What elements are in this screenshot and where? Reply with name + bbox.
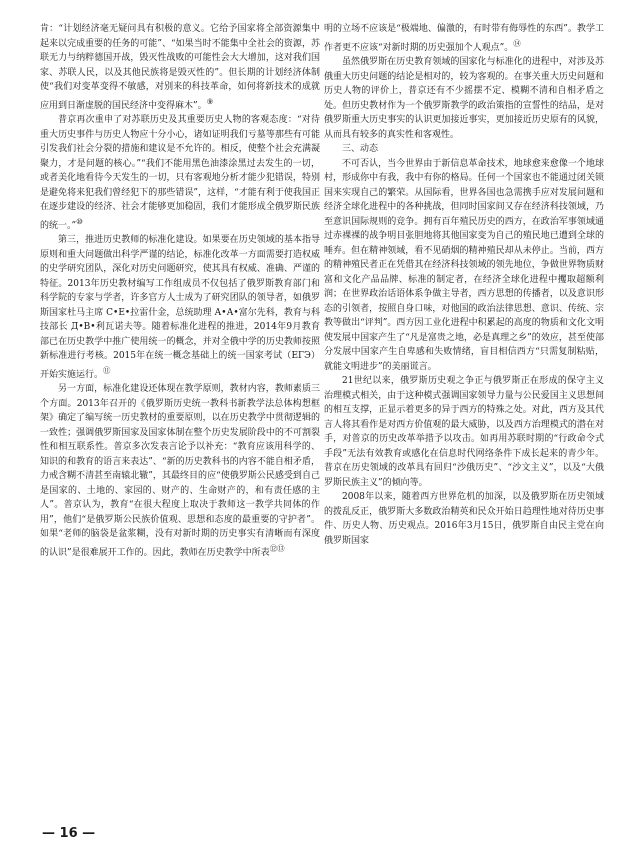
footnote-marker: ⑪ xyxy=(103,365,111,375)
footnote-marker: ⑭ xyxy=(513,38,521,48)
paragraph: 不可否认，当今世界由于新信息革命技术，地球愈来愈像一个地球村，形成你中有我，我中有你的格局。任何一个国家也不能通过闭关锁国来实现自己的繁荣。从国际看，世界各国也急需携手应对发展问题和经济全球化进程中的各种挑战，但同时国家间又存在经济科技领域，乃至意识国际规则的竞争。拥有百年殖民历史的西方，在政治军事领域通过赤裸裸的战争明目张胆地将其他国家变为自己的殖民地已遭到全球的唾弃。但在精神领域，看不见硝烟的精神殖民却从未停止。当前，西方的精神殖民者正在凭借其在经济科技领域的领先地位，争做世界物质财富和文化产品品牌、标准的制定者，在经济全球化进程中攫取超额利润；在世界政治话语体系争做主导者，西方思想的传播者，以及意识形态的引领者，按照自身口味，对他国的政治法律思想、意识、传统、宗教等做出“评判”。西方因工业化进程中积累起的高度的物质和文化文明使发展中国家产生了“凡是富贵之地，必是真理之乡”的效应，甚至使部分发展中国家产生自卑感和失败情绪，盲目相信西方“只需复制粘贴，就能文明进步”的美丽谎言。 xyxy=(324,158,604,372)
left-column xyxy=(40,22,320,560)
paragraph: 明的立场不应该是“极端地、偏激的，有时带有侮辱性的东西”。教学工作者更不应该“对新时期的历史强加个人观点”。⑭ xyxy=(324,24,604,53)
paragraph: 第三，推进历史教师的标准化建设。如果要在历史领域的基本指导原则和重大问题做出科学严谨的结论，标准化改革一方面需要打造权威的史学研究团队，深化对历史问题研究，使其具有权威、准确、严谨的特征。2013年历史教材编写工作组成员不仅包括了俄罗斯教育部门和科学院的专家与学者，许多官方人士成为了研究团队的领导者，如俄罗斯国家杜马主席 С•Е•拉雷什金，总统助理 А•А•富尔先科，教育与科技部长 Д•В•利瓦诺夫等。随着标准化进程的推进，2014年9月教育部已在历史教学中推广使用统一的概念，并对全俄中学的历史教师按照新标准进行考核。2015年在统一概念基础上的统一国家考试（ЕГЭ）开始实施运行。⑪ xyxy=(40,235,320,380)
page-number: — 16 — xyxy=(42,826,96,841)
paragraph: 另一方面，标准化建设还体现在教学原则，教材内容，教师素质三个方面。2013年召开的《俄罗斯历史统一教科书新教学法总体构想框架》确定了编写统一历史教材的重要原则，以在历史教学中贯彻逻辑的一致性；强调俄罗斯国家及国家体制在整个历史发展阶段中的不可割裂性和相互联系性。普京多次发表言论予以补充：“教育应该用科学的、知识的和教育的语言来表达”、“新的历史教科书的内容不能自相矛盾，力戒含糊不清甚至南辕北辙”，其最终目的应“使俄罗斯公民感受到自己是国家的、土地的、家园的、财产的、生命财产的，和有责任感的主人”。普京认为，教育“在很大程度上取决于教师这一教学共同体的作用”，他们“是俄罗斯公民族价值观、思想和态度的最重要的守护者”。如果“老师的脑袋是盆浆糊，没有对新时期的历史事实有清晰而有深度的认识”是很难展开工作的。因此，教师在历史教学中所表⑫⑬ xyxy=(40,384,320,558)
section-heading: 三、动态 xyxy=(342,144,379,154)
footnote-marker: ⑨ xyxy=(206,96,214,106)
paragraph: 普京再次重申了对苏联历史及其重要历史人物的客观态度：“对待重大历史事件与历史人物应十分小心，诸如证明我们亏墓等那些有可能引发我们社会分裂的措施和建议是不允许的。相反，使整个社会充满凝聚力，才是问题的核心。”“我们不能用黑色油漆涂黑过去发生的一切，或者美化地看待今天发生的一切，只有客观地分析才能少犯错误，特别是避免将来犯我们曾经犯下的那些错误”，这样，“才能有利于使我国正在逐步建设的经济、社会才能够更加稳固，我们才能形成全俄罗斯民族的统一。”⑩ xyxy=(40,115,320,231)
footnote-marker: ⑫ xyxy=(269,543,278,553)
footnote-marker: ⑬ xyxy=(277,543,285,553)
paragraph: 21世纪以来，俄罗斯历史观之争正与俄罗斯正在形成的保守主义治理模式相关，由于这种模式强调国家领导力量与公民爱国主义思想间的相互支撑，正显示着更多的异于西方的特殊之处。对此，西方及其代言人将其看作是对西方价值观的最大威胁，以及西方治理模式的潜在对手，对普京的历史改革举措予以攻击。如再用苏联时期的“行政命令式手段”无法有效教育或感化在信息时代网络条件下成长起来的青少年。普京在历史领域的改革具有回归“沙俄历史”、“沙文主义”，以及“大俄罗斯民族主义”的倾向等。 xyxy=(324,376,604,488)
paragraph: 2008年以来，随着西方世界危机的加深，以及俄罗斯在历史领域的拨乱反正，俄罗斯大多数政治精英和民众开始日趋理性地对待历史事件、历史人物、历史观点。2016年3月15日，俄罗斯自由民主党在向俄罗斯国家 xyxy=(324,492,604,546)
paragraph: 虽然俄罗斯在历史教育领域的国家化与标准化的进程中，对涉及苏俄重大历史问题的结论是相对的，较为客观的。在事关重大历史问题和历史人物的评价上，普京还有不少摇摆不定、模糊不清和自相矛盾之处。但历史教材作为一个俄罗斯教学的政治策指的宣誓性的结品，是对俄罗斯重大历史事实的认识更加接近事实，更加接近历史原有的风貌，从而具有较多的真实性和客观性。 xyxy=(324,57,604,140)
right-column xyxy=(324,22,604,548)
paragraph: 肯：“计划经济毫无疑问具有积极的意义。它给予国家将全部资源集中起来以完成重要的任务的可能”、“如果当时不能集中全社会的资源，苏联无力与纳粹德国开战，毁灭性战败的可能性会大大增加，这对我们国家、苏联人民，以及其他民族将是毁灭性的”。但长期的计划经济体制使“我们对变革变得不敏感，对别来的科技革命，如何将新技术的成就应用到日渐虚脱的国民经济中变得麻木”。⑨ xyxy=(40,24,320,111)
footnote-marker: ⑩ xyxy=(76,216,83,226)
